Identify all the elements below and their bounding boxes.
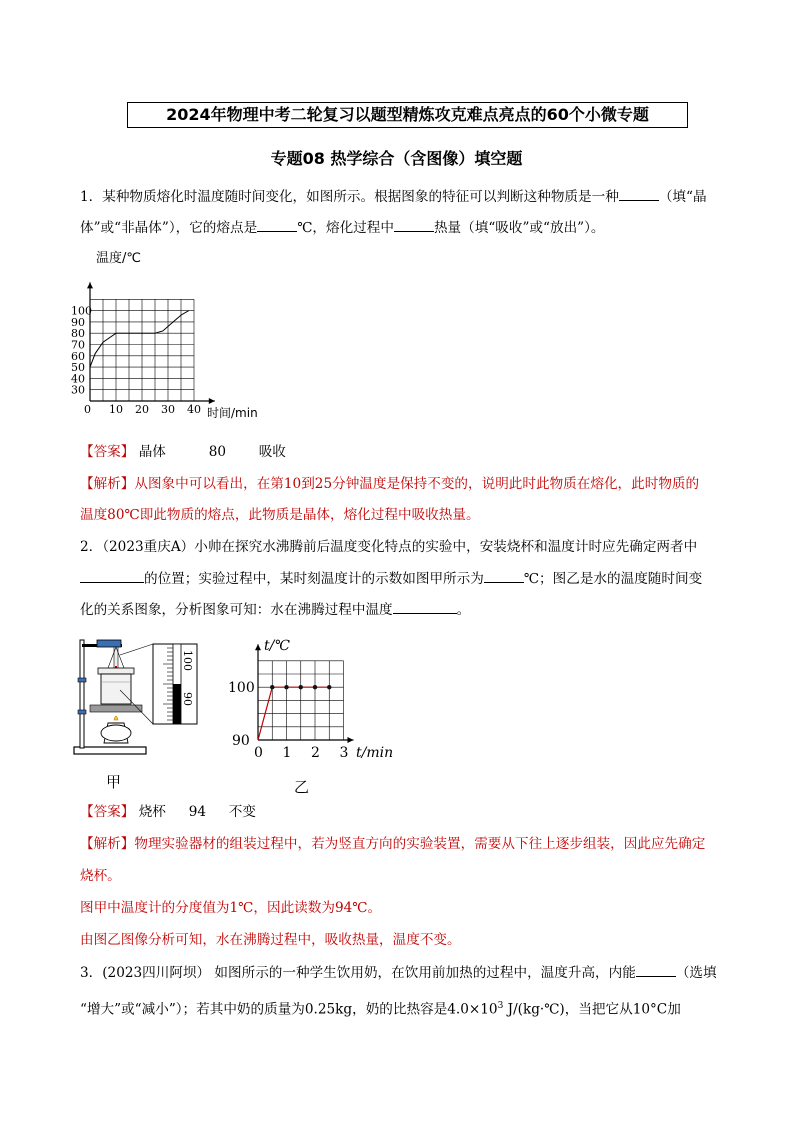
q3-text: 3．(2023四川阿坝） 如图所示的一种学生饮用奶，在饮用前加热的过程中，温度升高，内能 [80,965,636,981]
q1-answer-2: 80 [208,444,227,460]
analysis-label: 【解析】 [80,836,135,852]
q3-text: “增大”或“减小”）；若其中奶的质量为0.25kg，奶的比热容是4.0×10 [80,1001,498,1018]
q1-blank-1[interactable] [619,186,659,201]
q3-text: J/(kg·℃)，当把它从10°C加 [503,1001,681,1018]
q2-text: 的位置；实验过程中，某时刻温度计的示数如图甲所示为 [144,571,484,587]
wire-gauze [90,705,142,712]
q2-line2 [80,568,722,589]
q1-chart-ytick: 30 [71,383,85,397]
q2-answer-line [80,802,722,822]
stand-rod [80,640,84,748]
q2-analysis-line3: 图甲中温度计的分度值为1℃，因此读数为94℃。 [80,900,382,916]
document-subtitle: 专题08 热学综合（含图像）填空题 [270,149,523,168]
q1-answer-1: 晶体 [138,444,166,460]
q2-blank-2[interactable] [484,568,524,583]
q1-chart-ytick: 40 [71,372,85,386]
thermometer-clamp [97,640,121,647]
q1-melting-chart [70,246,270,424]
q2-apparatus-figure [70,630,210,760]
fig-label-jia: 甲 [106,773,122,791]
q2-text: 化的关系图象，分析图象可知：水在沸腾过程中温度 [80,602,393,618]
q3-superscript: 3 [497,1001,504,1011]
q1-line1 [80,186,722,207]
q1-text: 热量（填“吸收”或“放出”）。 [433,220,605,236]
q2-chart-point [299,685,303,689]
thermometer-liquid [173,684,181,724]
q2-chart-yticks [228,680,255,749]
fig-label-yi: 乙 [294,778,310,796]
q1-chart-xticks [84,403,201,416]
q2-text: 。 [456,602,471,618]
scale-label-100: 100 [181,650,194,671]
q2-chart-axes [255,644,353,743]
q2-answer-1: 烧杯 [138,804,166,820]
q2-chart-grid [258,661,344,740]
q2-text: ℃；图乙是水的温度随时间变 [523,571,703,587]
q2-answer-2: 94 [188,804,207,820]
q2-chart-xtick: 2 [311,745,320,761]
q1-chart-xtick: 0 [84,403,91,416]
q1-text: 1．某种物质熔化时温度随时间变化，如图所示。根据图象的特征可以判断这种物质是一种 [80,189,619,205]
q2-analysis-line1 [80,834,722,854]
q1-chart-xtick: 10 [109,403,123,416]
beaker-lid [98,668,134,674]
q2-chart-point [270,685,274,689]
q1-blank-3[interactable] [394,217,434,232]
q2-analysis-line2: 烧杯。 [80,868,121,884]
q1-text: 体”或“非晶体”），它的熔点是 [80,220,258,236]
q2-chart-xtick: 0 [254,745,263,761]
q2-chart-ytick: 90 [232,733,250,749]
q2-analysis-text: 物理实验器材的组装过程中，若为竖直方向的实验装置，需要从下往上逐步组装，因此应先确定 [134,836,706,852]
q1-answer-3: 吸收 [258,444,286,460]
q2-chart-ytick: 100 [228,680,255,697]
q2-line1: 2．（2023重庆A）小帅在探究水沸腾前后温度变化特点的实验中，安装烧杯和温度计时应先确定两者中 [80,539,698,555]
q3-blank-1[interactable] [636,962,676,977]
q2-chart-xtick: 1 [282,745,292,761]
q3-text: （选填 [675,965,717,981]
stand-base [74,747,146,754]
beaker [101,674,131,704]
q1-line2 [80,217,722,238]
q2-chart-xticks [254,745,348,761]
q1-analysis-text: 从图象中可以看出，在第10到25分钟温度是保持不变的，说明此时此物质在熔化，此时物质的 [134,476,700,492]
q3-line1 [80,962,722,983]
q1-chart-axes [87,282,215,404]
answer-label: 【答案】 [80,444,135,460]
answer-label: 【答案】 [80,804,135,820]
q1-chart-grid [90,299,194,401]
q1-blank-2[interactable] [257,217,297,232]
q1-chart-series-line [90,311,189,368]
flame-icon [114,716,118,720]
q1-chart-xlabel: 时间/min [207,406,258,420]
q3-line2 [80,996,722,1020]
q2-chart-point [327,685,331,689]
q1-chart-xtick: 20 [135,403,149,416]
q1-chart-yticks [71,305,92,397]
q1-chart-ytick: 70 [71,338,85,352]
q2-chart-xtick: 3 [339,745,349,761]
document-title: 2024年物理中考二轮复习以题型精炼攻克难点亮点的60个小微专题 [127,102,688,128]
q1-chart-xtick: 30 [161,403,175,416]
q2-chart-point [313,685,317,689]
q2-blank-1[interactable] [80,568,144,583]
q1-answer-line [80,442,722,462]
q1-analysis-line2: 温度80℃即此物质的熔点，此物质是晶体，熔化过程中吸收热量。 [80,507,480,523]
q1-chart-ylabel: 温度/℃ [96,251,141,266]
q1-chart-ytick: 100 [71,304,92,318]
q2-chart-ylabel: t/℃ [264,638,291,654]
q2-analysis-line4: 由图乙图像分析可知，水在沸腾过程中，吸收热量，温度不变。 [80,932,461,948]
q1-analysis-line1 [80,474,722,494]
q1-chart-ytick: 60 [71,349,85,363]
q1-text: ℃，熔化过程中 [297,220,394,236]
q1-chart-ytick: 80 [71,327,85,341]
q2-answer-3: 不变 [228,804,256,820]
q1-chart-ytick: 90 [71,315,85,329]
q1-text: （填“晶 [658,189,707,205]
q2-line3 [80,599,722,620]
q2-chart-point [284,685,288,689]
analysis-label: 【解析】 [80,476,135,492]
q2-boiling-chart [228,630,400,762]
q2-blank-3[interactable] [393,599,457,614]
q1-chart-ytick: 50 [71,361,85,375]
scale-label-90: 90 [181,692,194,706]
q1-chart-xtick: 40 [187,403,201,416]
q2-chart-xlabel: t/min [356,745,394,761]
